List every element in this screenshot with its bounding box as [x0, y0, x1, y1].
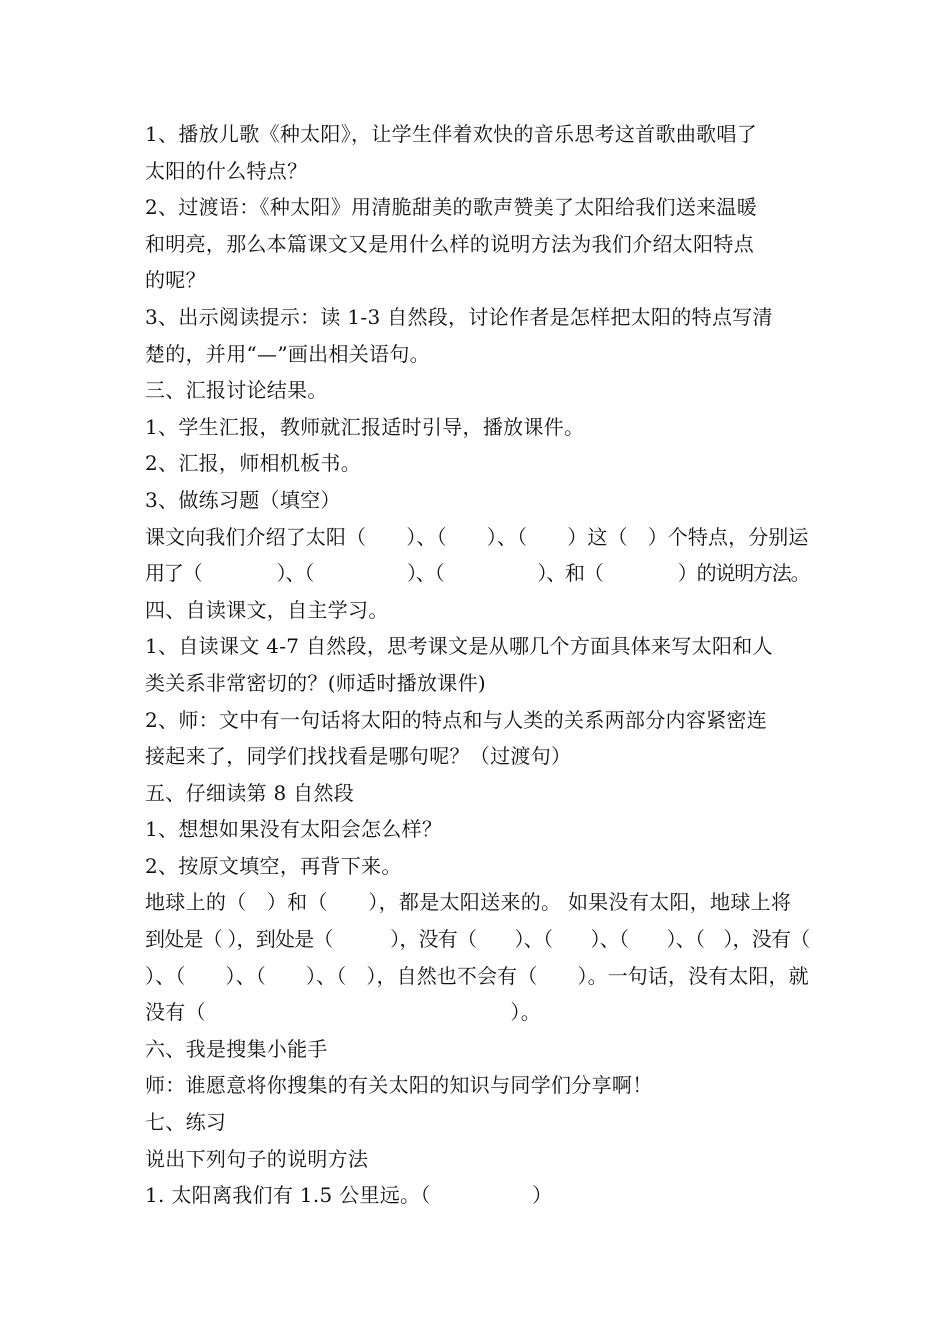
text-line: 2、师：文中有一句话将太阳的特点和与人类的关系两部分内容紧密连: [145, 707, 768, 732]
text-line: 师：谁愿意将你搜集的有关太阳的知识与同学们分享啊！: [145, 1073, 653, 1098]
section-heading: 三、汇报讨论结果。: [145, 378, 328, 403]
section-heading: 五、仔细读第 8 自然段: [145, 780, 355, 805]
document-body: [145, 116, 810, 1214]
text-line: ）、（ ）、（ ）、（ ），自然也不会有（ ）。一句话，没有太阳，就: [145, 963, 809, 988]
text-line: 没有（ ）。: [145, 1000, 541, 1025]
text-line: 3、做练习题（填空）: [145, 487, 341, 512]
text-line: 课文向我们介绍了太阳（ ）、（ ）、（ ）这（ ）个特点，分别运: [145, 524, 809, 549]
text-line: 1、学生汇报，教师就汇报适时引导，播放课件。: [145, 414, 585, 439]
text-line: 2、按原文填空，再背下来。: [145, 853, 402, 878]
text-line: 1. 太阳离我们有 1.5 公里远。（ ）: [145, 1183, 553, 1208]
text-line: 2、过渡语：《种太阳》用清脆甜美的歌声赞美了太阳给我们送来温暖: [145, 195, 758, 220]
text-line: 3、出示阅读提示：读 1-3 自然段，讨论作者是怎样把太阳的特点写清: [145, 304, 773, 329]
text-line: 1、自读课文 4-7 自然段，思考课文是从哪几个方面具体来写太阳和人: [145, 634, 773, 659]
text-line: 地球上的（ ）和（ ），都是太阳送来的。 如果没有太阳，地球上将: [145, 890, 792, 915]
text-line: 太阳的什么特点？: [145, 158, 308, 183]
section-heading: 四、自读课文，自主学习。: [145, 597, 389, 622]
text-line: 到处是（ ），到处是（ ），没有（ ）、（ ）、（ ）、（ ），没有（: [145, 927, 810, 952]
text-line: 1、播放儿歌《种太阳》，让学生伴着欢快的音乐思考这首歌曲歌唱了: [145, 122, 758, 146]
text-line: 用了（ ）、（ ）、（ ）、和（ ）的说明方法。: [145, 561, 810, 586]
text-line: 楚的，并用“—”画出相关语句。: [145, 341, 430, 366]
text-line: 的呢？: [145, 268, 206, 293]
section-heading: 六、我是搜集小能手: [145, 1036, 328, 1061]
text-line: 接起来了，同学们找找看是哪句呢？（过渡句）: [145, 744, 572, 769]
text-line: 1、想想如果没有太阳会怎么样？: [145, 817, 443, 842]
text-line: 说出下列句子的说明方法: [145, 1146, 369, 1171]
text-line: 和明亮，那么本篇课文又是用什么样的说明方法为我们介绍太阳特点: [145, 231, 754, 256]
section-heading: 七、练习: [145, 1110, 227, 1135]
text-line: 类关系非常密切的？(师适时播放课件): [145, 670, 487, 695]
text-line: 2、汇报，师相机板书。: [145, 451, 362, 476]
